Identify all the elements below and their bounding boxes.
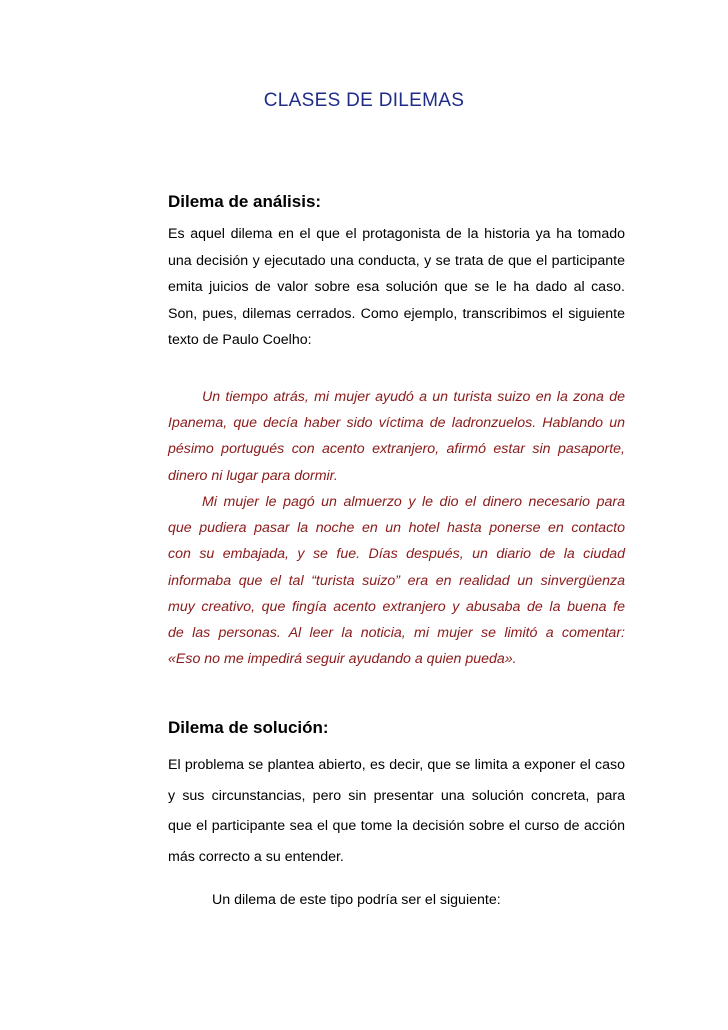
paragraph-line: más correcto a su entender. <box>168 848 344 865</box>
paragraph-analisis <box>168 221 625 354</box>
quote-line: de las personas. Al leer la noticia, mi mujer se limitó a comentar: <box>168 625 625 642</box>
quote-line: muy creativo, que fingía acento extranjero y abusaba de la buena fe <box>168 598 625 615</box>
paragraph-line: texto de Paulo Coelho: <box>168 332 312 348</box>
closing-sentence: Un dilema de este tipo podría ser el siguiente: <box>212 892 501 908</box>
quote-line: «Eso no me impedirá seguir ayudando a quien pueda». <box>168 651 517 668</box>
quote-paragraph-2 <box>168 489 625 672</box>
quote-line: Un tiempo atrás, mi mujer ayudó a un turista suizo en la zona de <box>202 389 625 405</box>
section-heading-solucion: Dilema de solución: <box>168 718 329 737</box>
quote-line: pésimo portugués con acento extranjero, afirmó estar sin pasaporte, <box>168 441 625 458</box>
paragraph-line: El problema se plantea abierto, es decir, que se limita a exponer el caso <box>168 757 625 773</box>
page-title: CLASES DE DILEMAS <box>263 90 465 111</box>
paragraph-line: una decisión y ejecutado una conducta, y se trata de que el participante <box>168 252 625 269</box>
quote-line: dinero ni lugar para dormir. <box>168 467 338 484</box>
paragraph-line: y sus circunstancias, pero sin presentar una solución concreta, para <box>168 787 625 804</box>
quote-line: Mi mujer le pagó un almuerzo y le dio el dinero necesario para <box>202 494 625 510</box>
paragraph-line: Son, pues, dilemas cerrados. Como ejemplo, transcribimos el siguiente <box>168 305 625 322</box>
quote-line: informaba que el tal “turista suizo” era en realidad un sinvergüenza <box>168 572 625 589</box>
quote-line: que pudiera pasar la noche en un hotel hasta ponerse en contacto <box>168 520 625 537</box>
paragraph-solucion <box>168 750 625 872</box>
paragraph-line: que el participante sea el que tome la decisión sobre el curso de acción <box>168 818 625 834</box>
paragraph-line: emita juicios de valor sobre esa solución que se le ha dado al caso. <box>168 279 625 295</box>
section-heading-analisis: Dilema de análisis: <box>168 192 322 211</box>
quote-line: Ipanema, que decía haber sido víctima de ladronzuelos. Hablando un <box>168 415 625 432</box>
quote-paragraph-1 <box>168 384 625 489</box>
quote-line: con su embajada, y se fue. Días después, un diario de la ciudad <box>168 546 625 563</box>
paragraph-line: Es aquel dilema en el que el protagonista de la historia ya ha tomado <box>168 226 625 242</box>
